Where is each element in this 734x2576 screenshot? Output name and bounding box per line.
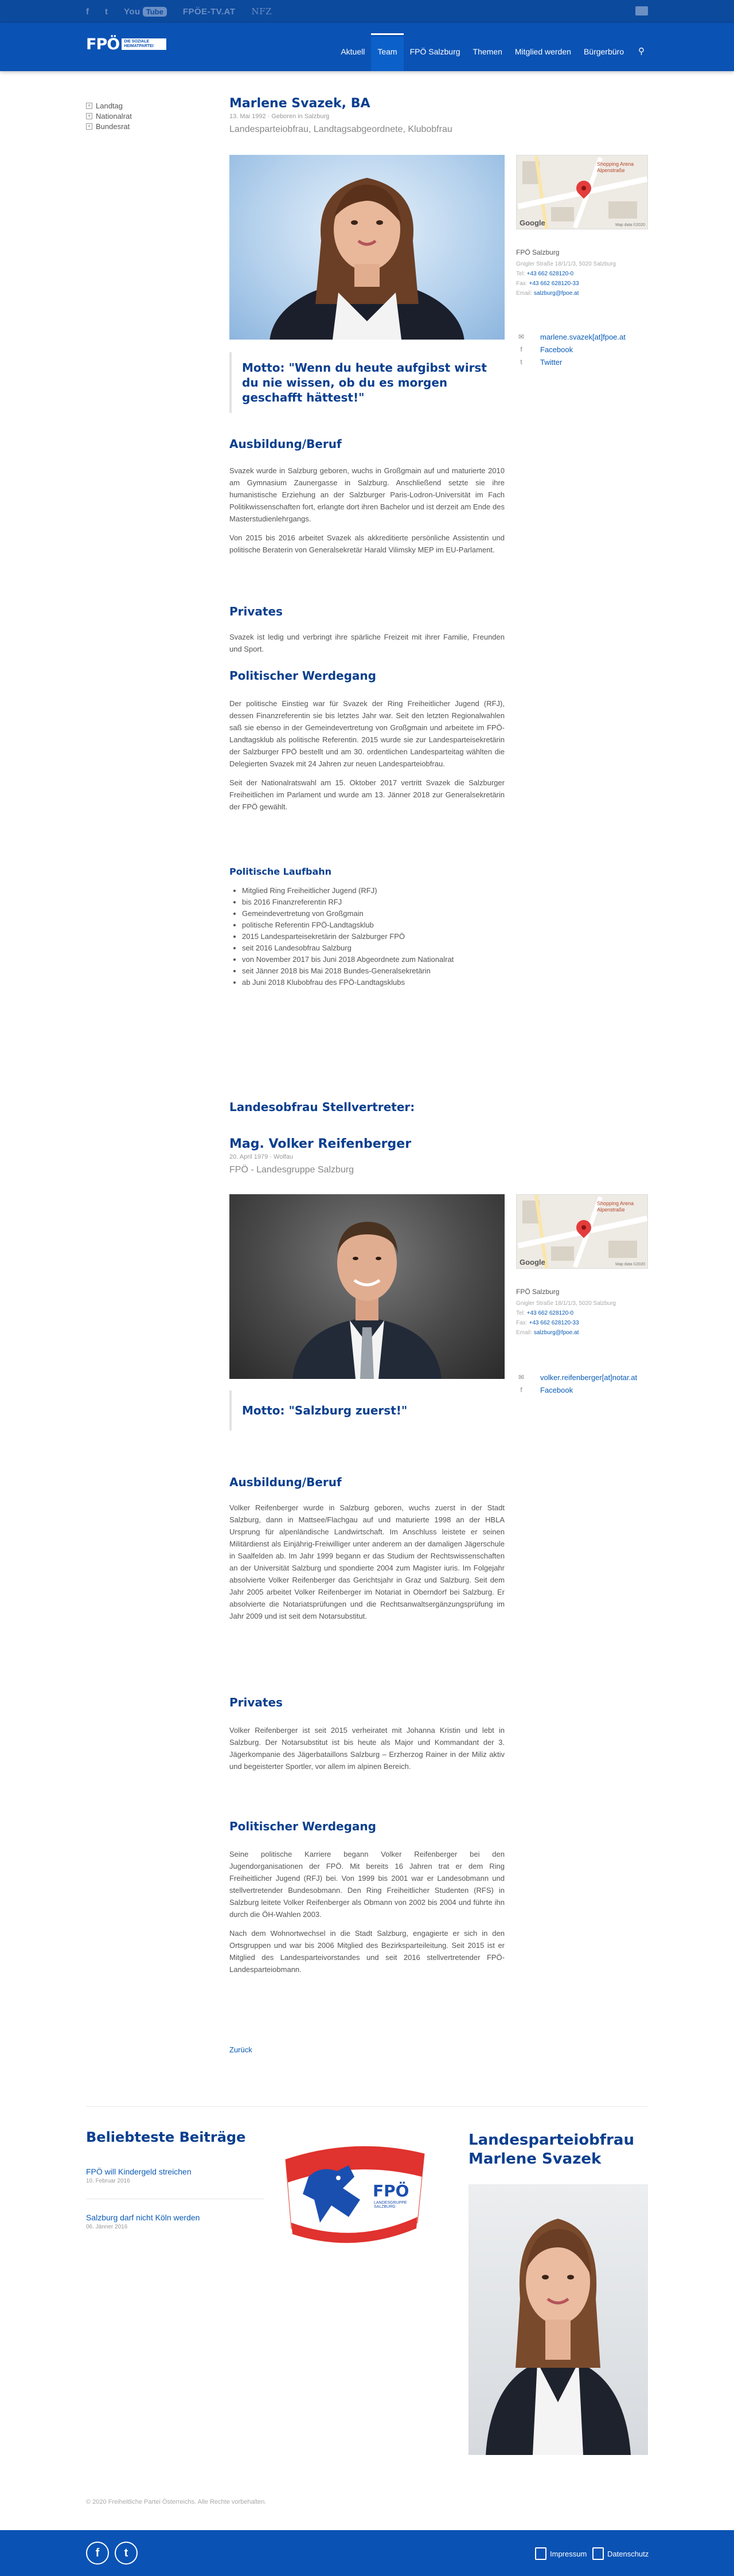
facebook-icon: f [520,345,522,353]
logo-subtitle: DIE SOZIALE HEIMATPARTEI [122,38,166,50]
personal-email-link[interactable]: marlene.svazek[at]fpoe.at [540,332,626,341]
tel-link[interactable]: +43 662 628120-0 [526,1310,574,1316]
team-sidebar [86,100,201,131]
email-row[interactable] [516,330,648,343]
popular-post-title[interactable]: FPÖ will Kindergeld streichen [86,2167,192,2176]
portrait-widget-photo [468,2184,648,2455]
person1-ausbildung-text [229,465,505,556]
emblem-subtitle: LANDESGRUPPE SALZBURG [374,2201,407,2209]
facebook-link[interactable]: Facebook [540,345,573,354]
map-label: Shopping Arena Alpenstraße [597,161,634,173]
popular-post[interactable] [86,2213,258,2230]
popular-post-date: 06. Jänner 2016 [86,2224,128,2230]
facebook-row[interactable] [516,1384,648,1396]
twitter-link[interactable]: Twitter [540,357,563,367]
paragraph: Nach dem Wohnortwechsel in die Stadt Salzburg, engagierte er sich in den Ortsgruppen und war bis 2006 Mitglied des Bezirksparteileitung. Seit 2015 ist er Mitglied des Landesparteivorstandes und seit 2016 stellvertretender FPÖ-Landesparteiobmann. [229,1929,505,1974]
section-heading: Politischer Werdegang [229,1819,376,1833]
facebook-link[interactable]: Facebook [540,1385,573,1394]
person2-privates-text [229,1724,505,1772]
person1-werdegang-text [229,697,505,813]
contact-org: FPÖ Salzburg [516,248,560,256]
list-item: • Mitglied Ring Freiheitlicher Jugend (RFJ) [242,885,505,897]
personal-email-link[interactable]: volker.reifenberger[at]notar.at [540,1373,638,1382]
person-name: Mag. Volker Reifenberger [229,1137,412,1151]
datenschutz-label: Datenschutz [607,2549,649,2558]
google-logo: Google [520,1258,545,1266]
person-meta: 13. Mai 1992 · Geboren in Salzburg [229,113,330,120]
subsection-heading: Politische Laufbahn [229,866,332,877]
laufbahn-list [229,885,505,988]
paragraph: Volker Reifenberger ist seit 2015 verheiratet mit Johanna Kristin und lebt in Salzburg. Der Notarsubstitut ist bis heute als Major und Kommandant der 3. Jägerkompanie des Jägerbataillons Salzburg – Erzherzog Rainer in der Miliz aktiv und begeisterter Sportler, vor allem im alpinen Bereich. [229,1726,505,1771]
person1-photo [229,155,505,340]
person2-portrait-graphic [229,1194,505,1379]
envelope-icon: ✉ [518,333,525,341]
envelope-icon: ✉ [518,1373,525,1381]
contact-address: Gnigler Straße 18/1/1/3, 5020 Salzburg [516,1300,616,1307]
person2-links [516,1371,648,1396]
facebook-icon[interactable]: f [86,6,89,17]
list-item: • Gemeindevertretung von Großgmain [242,908,505,919]
popular-post-date: 10. Februar 2016 [86,2178,130,2184]
location-map[interactable] [516,1194,648,1269]
person1-portrait-graphic [229,155,505,340]
fpoe-tv-link[interactable]: FPÖE-TV.AT [182,6,236,17]
paragraph: Svazek wurde in Salzburg geboren, wuchs in Großgmain auf und maturierte 2010 am Gymnasium Zaunergasse in Salzburg. Anschließend setzte sie ihre humanistische Erziehung an der Salzburger Paris-Lodron-Universität im Fach Politikwissenschaften fort, erlangte dort ihren Bachelor und ist derzeit am Ende des Masterstudienlehrgangs. [229,466,505,523]
person2-header [229,1137,505,1175]
nav-mitglied-werden[interactable]: Mitglied werden [514,47,571,56]
person1-ausbildung-heading [229,437,505,451]
person-meta: 20. April 1979 · Wolfau [229,1153,294,1160]
person1-privates-heading [229,605,505,618]
top-social-strip [0,0,734,23]
sidebar-item-nationalrat[interactable] [86,111,201,121]
deputy-section-title: Landesobfrau Stellvertreter: [229,1100,415,1114]
person1-motto [229,352,505,413]
person2-werdegang-text [229,1848,505,1975]
document-icon [535,2547,546,2560]
tel-label: Tel: [516,271,525,277]
back-link[interactable]: Zurück [229,2045,252,2054]
facebook-row[interactable] [516,343,648,356]
email-label: Email: [516,1330,532,1336]
map-attribution: Map data ©2020 [615,1262,645,1266]
paragraph: Svazek ist ledig und verbringt ihre spärliche Freizeit mit ihrer Familie, Freunden und Sport. [229,633,505,653]
person1-links [516,330,648,368]
shield-icon [592,2547,604,2560]
main-nav [334,23,648,71]
tel-link[interactable]: +43 662 628120-0 [526,271,574,277]
search-icon[interactable]: ⚲ [638,46,645,56]
contact-block [516,248,648,298]
section-heading: Politischer Werdegang [229,669,376,683]
list-item: • seit 2016 Landesobfrau Salzburg [242,942,505,954]
site-header [0,23,734,71]
footer-divider [86,2106,648,2107]
site-logo[interactable] [86,33,178,55]
back-link-wrapper [229,2045,505,2055]
person2-werdegang-heading [229,1819,505,1833]
person2-ausbildung-text [229,1502,505,1622]
list-item: • seit Jänner 2018 bis Mai 2018 Bundes-Generalsekretärin [242,965,505,977]
youtube-tube-badge[interactable]: Tube [143,7,167,17]
person-role: FPÖ - Landesgruppe Salzburg [229,1165,354,1175]
sidebar-item-label: Nationalrat [96,111,132,120]
impressum-link[interactable] [535,2547,587,2560]
list-item: • von November 2017 bis Juni 2018 Abgeordnete zum Nationalrat [242,954,505,965]
youtube-icon[interactable]: You [124,6,140,17]
fax-label: Fax: [516,280,528,287]
person2-motto [229,1390,505,1431]
plus-icon: + [86,113,92,119]
location-map[interactable] [516,155,648,229]
list-item: • politische Referentin FPÖ-Landtagsklub [242,919,505,931]
impressum-label: Impressum [550,2549,587,2558]
bottom-bar [0,2530,734,2576]
person1-privates-text [229,631,505,655]
google-logo: Google [520,219,545,227]
map-label: Shopping Arena Alpenstraße [597,1201,634,1213]
list-item: • ab Juni 2018 Klubobfrau des FPÖ-Landtagsklubs [242,977,505,988]
paragraph: Volker Reifenberger wurde in Salzburg geboren, wuchs zuerst in der Stadt Salzburg, dann in Mattsee/Flachgau auf und maturierte 1998 an der HBLA Ursprung für alpenländische Landwirtschaft. Im Anschluss leistete er seinen Militärdienst als Einjährig-Freiwilliger unter anderem an der damaligen Jägerschule in Saalfelden ab. Im Jahr 1999 begann er das Studium der Rechtswissenschaften an der Universität Salzburg und spondierte 2004 zum Magister iuris. Im Folgejahr absolvierte Volker Reifenberger das Gerichtsjahr in Graz und Salzburg. Seit dem Jahr 2005 arbeitet Volker Reifenberger im Notariat in Oberndorf bei Salzburg. Er absolvierte die Notariatsprüfungen und die Rechtsanwaltsergänzungsprüfung im Jahr 2009 und ist seit dem Notarsubstitut. [229,1503,505,1620]
nav-themen[interactable]: Themen [473,47,502,56]
person1-werdegang-heading [229,669,505,683]
contact-block [516,1287,648,1338]
list-item: • 2015 Landesparteisekretärin der Salzburger FPÖ [242,931,505,942]
map-attribution: Map data ©2020 [615,223,645,227]
paragraph: Der politische Einstieg war für Svazek der Ring Freiheitlicher Jugend (RFJ), dessen Finanzreferentin sie bis letztes Jahr war. Seit den letzten Regionalwahlen saß sie ebenso in der Gemeindevertretung von Großgmain und arbeitete im FPÖ-Landtagsklub als politische Referentin. 2015 wurde sie zur Landesparteisekretärin der Salzburger FPÖ bestellt und am 30. ordentlichen Landesparteitag wählten die Delegierten Svazek mit 24 Jahren zur neuen Landesparteiobfrau. [229,699,505,768]
person1-header [229,96,505,135]
datenschutz-link[interactable] [592,2547,649,2560]
section-heading: Privates [229,1696,283,1709]
contact-org: FPÖ Salzburg [516,1288,560,1296]
mail-icon[interactable] [635,6,648,15]
paragraph: Von 2015 bis 2016 arbeitet Svazek als akkreditierte persönliche Assistentin und politische Beraterin von Generalsekretär Harald Vilimsky MEP im EU-Parlament. [229,533,505,554]
nav-buergerbuero[interactable]: Bürgerbüro [583,47,624,56]
sidebar-item-label: Bundesrat [96,122,130,131]
email-row[interactable] [516,1371,648,1384]
sidebar-item-landtag[interactable] [86,100,201,111]
nav-aktuell[interactable]: Aktuell [341,47,365,56]
fax-link[interactable]: +43 662 628120-33 [529,1320,579,1326]
list-item: • bis 2016 Finanzreferentin RFJ [242,897,505,908]
paragraph: Seine politische Karriere begann Volker Reifenberger bei den Jugendorganisationen der FPÖ. Mit bereits 16 Jahren trat er dem Ring Freiheitlicher Jugend (RFJ) bei. Von 1999 bis 2001 war er Landesobmann und stellvertretender Bundesobmann. Den Ring Freiheitlicher Studenten (RFS) in Salzburg leitete Volker Reifenberger als Obmann von 2002 bis 2004 und führte ihn durch die ÖH-Wahlen 2003. [229,1850,505,1919]
popular-posts-title: Beliebteste Beiträge [86,2129,246,2145]
contact-address: Gnigler Straße 18/1/1/3, 5020 Salzburg [516,261,616,267]
fpoe-salzburg-emblem [274,2137,436,2251]
motto-quote: Motto: "Salzburg zuerst!" [229,1390,505,1431]
person1-laufbahn [229,866,505,988]
nav-fpoe-salzburg[interactable]: FPÖ Salzburg [409,47,460,56]
plus-icon: + [86,103,92,109]
nav-team[interactable]: Team [371,37,403,71]
paragraph: Seit der Nationalratswahl am 15. Oktober 2017 vertritt Svazek die Salzburger Freiheitlichen im Parlament und wurde am 13. Jänner 2018 zur Generalsekretärin der FPÖ gewählt. [229,778,505,811]
fax-link[interactable]: +43 662 628120-33 [529,280,579,287]
copyright-text: © 2020 Freiheitliche Partei Österreichs. Alle Rechte vorbehalten. [86,2499,267,2505]
person-role: Landesparteiobfrau, Landtagsabgeordnete, Klubobfrau [229,124,452,134]
person-name: Marlene Svazek, BA [229,96,370,111]
twitter-circle-icon[interactable]: t [115,2542,138,2565]
twitter-row[interactable] [516,356,648,368]
person2-privates-heading [229,1696,505,1709]
popular-post[interactable] [86,2167,258,2184]
plus-icon: + [86,123,92,130]
person2-photo [229,1194,505,1379]
emblem-text: FPÖ [373,2181,409,2200]
facebook-icon: f [520,1386,522,1394]
fax-label: Fax: [516,1320,528,1326]
twitter-icon: t [520,358,522,366]
section-heading: Ausbildung/Beruf [229,437,342,451]
sidebar-item-label: Landtag [96,101,123,110]
lion-emblem-icon [274,2137,436,2251]
portrait-widget-title: Landesparteiobfrau Marlene Svazek [468,2131,634,2168]
sidebar-item-bundesrat[interactable] [86,121,201,131]
tel-label: Tel: [516,1310,525,1316]
person2-ausbildung-heading [229,1475,505,1489]
email-link[interactable]: salzburg@fpoe.at [533,1330,579,1336]
email-link[interactable]: salzburg@fpoe.at [533,290,579,297]
popular-post-title[interactable]: Salzburg darf nicht Köln werden [86,2213,200,2222]
nfz-link[interactable]: NFZ [251,6,272,17]
section-heading: Privates [229,605,283,618]
motto-quote: Motto: "Wenn du heute aufgibst wirst du nie wissen, ob du es morgen geschafft hättest!" [229,352,505,413]
email-label: Email: [516,290,532,297]
logo-text: FPÖ [86,35,120,53]
section-heading: Ausbildung/Beruf [229,1475,342,1489]
facebook-circle-icon[interactable]: f [86,2542,109,2565]
portrait-graphic [468,2184,648,2455]
twitter-icon[interactable]: t [105,6,108,17]
